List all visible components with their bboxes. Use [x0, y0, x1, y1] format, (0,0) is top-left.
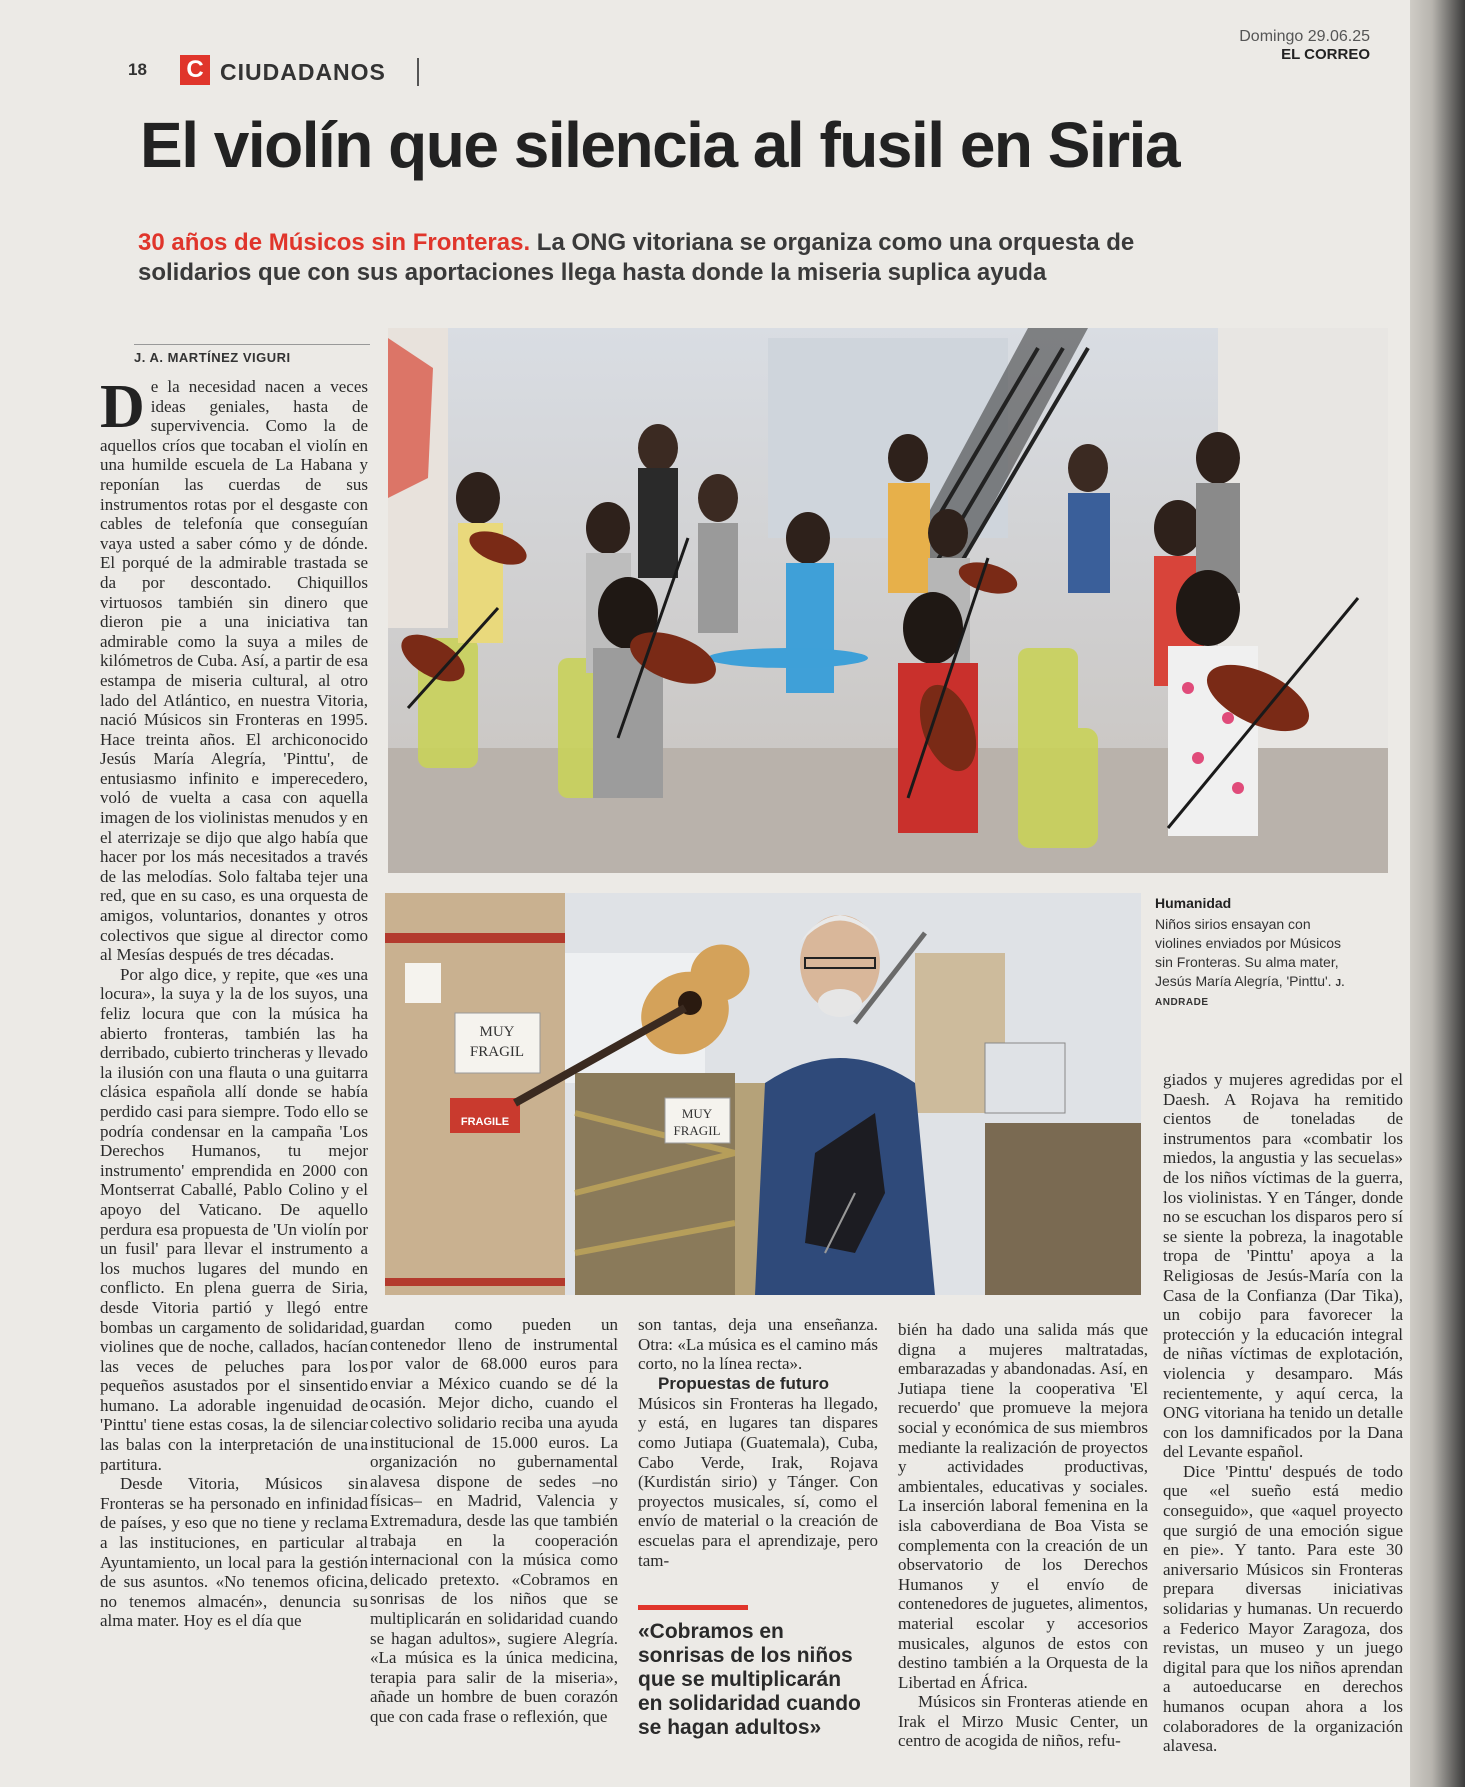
byline-rule: [134, 344, 370, 345]
paragraph-col3-2: Músicos sin Fronteras ha llegado, y está, en lugares tan dispares como Jutiapa (Guatemala), Cuba, Cabo Verde, Irak, Rojava (Kurdistán sirio) y Tánger. Con proyectos musicales, sí, como el envío de material o la creación de escuelas para el aprendizaje, pero tam-: [638, 1393, 878, 1570]
paragraph-col3-1: son tantas, deja una enseñanza. Otra: «La música es el camino más corto, no la línea recta».: [638, 1315, 878, 1374]
fragile-sticker: FRAGILE: [460, 1116, 510, 1128]
headline: El violín que silencia al fusil en Siria: [140, 109, 1180, 181]
publication-name: EL CORREO: [1281, 46, 1370, 63]
paragraph-col2: guardan como pueden un contenedor lleno de instrumental por valor de 68.000 euros para enviar a México cuando se dé la ocasión. Mejor dicho, cuando el colectivo solidario reciba una ayuda institucional de 15.000 euros. La organización no gubernamental alavesa dispone de sedes –no físicas– en Madrid, Valencia y Extremadura, desde las que también trabaja en la cooperación internacional con la música como delicado pretexto. «Cobramos en sonrisas de los niños que se multiplicarán en solidaridad cuando se hagan adultos», sugiere Alegría. «La música es la única medicina, terapia para salir de la miseria», añade un hombre de buen corazón que con cada frase o reflexión, que: [370, 1315, 618, 1726]
paragraph-col5-1: giados y mujeres agredidas por el Daesh. A Rojava ha remitido cientos de toneladas de instrumentos para «combatir los miedos, la angustia y las secuelas» de los niños víctimas de la guerra, los violinistas. Y en Tánger, donde no se escuchan los disparos pero sí se siente la pobreza, la inagotable tropa de 'Pinttu' apoya a la Religiosas de Jesús-María con la Casa de la Confianza (Dar Tika), un cobijo para favorecer la protección y la educación integral de niñas víctimas de explotación, violencia y desamparo. Más recientemente, y aquí cerca, la ONG vitoriana ha tenido un detalle con los damnificados por la Dana del Levante español.: [1163, 1070, 1403, 1462]
subheadline-rest: La ONG vitoriana se organiza como una orquesta de solidarios que con sus aportaciones llega hasta donde la miseria suplica ayuda: [138, 229, 1135, 286]
byline: J. A. MARTÍNEZ VIGURI: [134, 350, 291, 365]
photo-pinttu-guitars: [385, 893, 1141, 1295]
caption-title: Humanidad: [1155, 895, 1232, 911]
paragraph-col5-2: Dice 'Pinttu' después de todo que «el sueño está medio conseguido», que «aquel proyecto que surgió de una emoción sigue en pie». Y tanto. Para este 30 aniversario Músicos sin Fronteras prepara diversas iniciativas solidarias y humanas. Un recuerdo a Federico Mayor Zaragoza, dos revistas, un museo y un juego digital para que los niños aprendan a autoeducarse en derechos humanos ocupan ahora a los colaboradores de la organización alavesa.: [1163, 1461, 1403, 1756]
section-name: CIUDADANOS: [220, 59, 386, 85]
caption-text: Niños sirios ensayan con violines enviados por Músicos sin Fronteras. Su alma mater, Jesús María Alegría, 'Pinttu'.: [1155, 916, 1341, 989]
pullquote: «Cobramos en sonrisas de los niños que se multiplicarán en solidaridad cuando se hagan adultos»: [638, 1620, 861, 1739]
paragraph-col4-1: bién ha dado una salida más que digna a mujeres maltratadas, embarazadas y abandonadas. Así, en Jutiapa tiene la cooperativa 'El recuerdo' que promueve la mejora social y económica de sus miembros mediante la realización de proyectos y actividades productivas, ambientales, educativas y sociales. La inserción laboral femenina en la isla caboverdiana de Boa Vista se complementa con la creación de un observatorio de los Derechos Humanos y el envío de contenedores de juguetes, alimentos, material escolar y accesorios musicales, algunos de estos con destino también a la Orquesta de la Libertad en África.: [898, 1320, 1148, 1692]
page-number: 18: [128, 60, 147, 79]
box-note-2-line2: FRAGIL: [673, 1123, 721, 1138]
photo-credit: J. ANDRADE: [1155, 978, 1345, 1008]
paragraph-3: Desde Vitoria, Músicos sin Fronteras se ha personado en infinidad de países, y eso que no tiene y reclama a las instituciones, en particular al Ayuntamiento, un local para la gestión de sus asuntos. «No tenemos oficina, no tenemos almacén», denuncia su alma mater. Hoy es el día que: [100, 1474, 368, 1631]
subheadline: [138, 228, 1158, 288]
pullquote-rule: [638, 1605, 748, 1610]
section-logo: C: [180, 55, 210, 85]
paragraph-col4-2: Músicos sin Fronteras atiende en Irak el Mirzo Music Center, un centro de acogida de niños, refu-: [898, 1692, 1148, 1751]
paragraph-lead: [100, 373, 368, 965]
article-column-2: [370, 1315, 618, 1726]
section-divider: [417, 58, 419, 86]
photo-children-violins: [388, 328, 1388, 873]
issue-date: Domingo 29.06.25: [1239, 28, 1370, 45]
box-note-2-line1: MUY: [681, 1106, 713, 1121]
paragraph-2: Por algo dice, y repite, que «es una locura», la suya y la de los suyos, una feliz locura que con la música ha abierto fronteras, también las ha derribado, cubierto trincheras y llevado la ilusión con una flauta o una guitarra clásica española allí donde se había perdido casi para siempre. Todo ello se podría condensar en la campaña 'Los Derechos Humanos, tu mejor instrumento' emprendida en 2000 con Montserrat Caballé, Pablo Colino y el apoyo del Vaticano. De aquello perdura esa propuesta de 'Un violín por un fusil' para llevar el instrumento a los muchos lugares del mundo en conflicto. En plena guerra de Siria, desde Vitoria partió y llegó entre bombas un cargamento de solidaridad, violines que de noche, callados, hacían las veces de peluches para los pequeños asustados por el sinsentido humano. La adorable ingenuidad de 'Pinttu' tiene estas cosas, la de silenciar las balas con la interpretación de una partitura.: [100, 964, 368, 1474]
paragraph-1-text: e la necesidad nacen a veces ideas geniales, hasta de supervivencia. Como la de aquellos críos que tocaban el violín en una humilde escuela de La Habana y reponían las cuerdas de sus instrumentos rotas por el desgaste con cables de telefonía que conseguían vaya usted a saber cómo y de dónde. El porqué de la admirable trastada se da por descontado. Chiquillos virtuosos también sin dinero que dieron pie a una iniciativa tan admirable como la suya a miles de kilómetros de Cuba. Así, a partir de esa estampa de miseria cultural, al otro lado del Atlántico, en nuestra Vitoria, nació Músicos sin Fronteras en 1995. Hace treinta años. El archiconocido Jesús María Alegría, 'Pinttu', de entusiasmo infinito e imperecedero, voló de vuelta a casa con aquella imagen de los violinistas menudos y en el aterrizaje se dijo que algo había que hacer por los más necesitados a través de las melodías. Solo faltaba tejer una red, que en su caso, es una orquesta de amigos, voluntarios, donantes y otros colectivos que sigue al director como al Mesías después de tres décadas.: [100, 377, 368, 965]
box-note-1-line2: FRAGIL: [469, 1044, 525, 1060]
subheadline-highlight: 30 años de Músicos sin Fronteras.: [138, 229, 531, 256]
box-note-1-line1: MUY: [479, 1024, 515, 1040]
article-column-1: [100, 373, 368, 1631]
article-column-5: [1163, 1070, 1403, 1756]
section-subhead: Propuestas de futuro: [658, 1373, 829, 1393]
article-column-4: [898, 1320, 1148, 1751]
photo-caption: [1155, 915, 1360, 1010]
drop-cap: D: [100, 373, 145, 441]
article-column-3: [638, 1315, 878, 1570]
page-edge-shadow: [1410, 0, 1465, 1787]
